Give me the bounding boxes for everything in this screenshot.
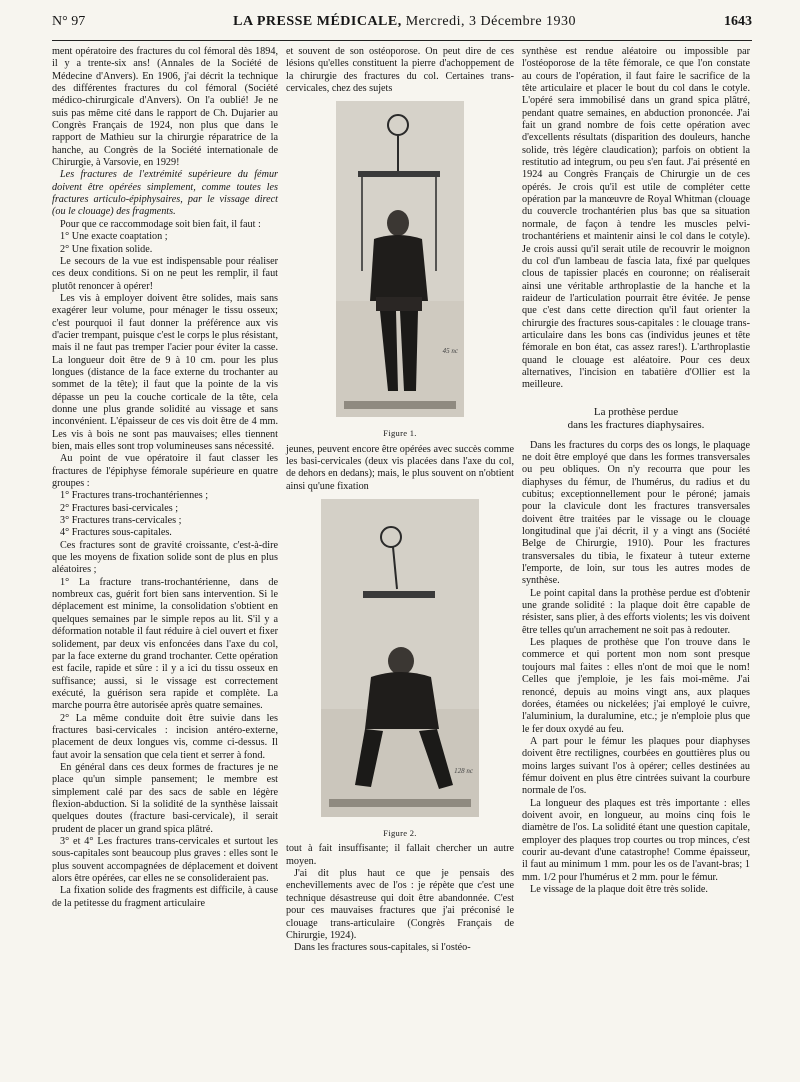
paragraph: La longueur des plaques est très importante : elles doivent avoir, en longueur, au moins cinq fois le diamètre de l'os. La solidité étant une question capitale, employer des plaques trop courtes ou trop minces, c'est courir au-devant d'une catastrophe! Comme épaisseur, il faut au minimum 1 mm. pour les os de l'avant-bras; 1 mm. 1/2 pour l'humérus et 2 mm. pour le fémur. — [522, 797, 750, 883]
paragraph: Dans les fractures du corps des os longs, le plaquage ne doit être employé que dans les formes transversales ou peu obliques. On n'y recourra que pour les diaphyses du fémur, de l'humérus, du radius et du cubitus; exceptionnellement pour le péroné; jamais pour la clavicule dont les fractures transversales doivent être traitées par le vissage ou le clouage longitudinal que j'ai décrit, il y a vingt ans (Société Belge de Chirurgie, 1910). Pour les fractures transversales du tibia, le fixateur à tuteur externe l'emporte, de loin, sur tous les autres modes de synthèse. — [522, 439, 750, 587]
section-title-line-2: dans les fractures diaphysaires. — [567, 418, 705, 431]
paragraph: Au point de vue opératoire il faut classer les fractures de l'épiphyse fémorale supérieure en quatre groupes : — [52, 453, 278, 490]
figure-2-mark: 128 nc — [454, 766, 473, 775]
paragraph: A part pour le fémur les plaques pour diaphyses doivent être rectilignes, courbées en gouttières plus ou moins larges suivant l'os à opérer; celles destinées au fémur doivent en plus être cintrées suivant la courbure normale de l'os. — [522, 735, 750, 797]
list-item: 4° Fractures sous-capitales. — [60, 527, 172, 539]
figure-1-photo — [336, 101, 464, 417]
paragraph: Ces fractures sont de gravité croissante, c'est-à-dire que les moyens de fixation solide sont de plus en plus aléatoires ; — [52, 539, 278, 576]
issue-number: N° 97 — [52, 14, 86, 29]
journal-name: LA PRESSE MÉDICALE, — [233, 14, 402, 29]
paragraph: Le point capital dans la prothèse perdue est d'obtenir une grande solidité : la plaque doit être capable de résister, sans plier, à des efforts violents; les vis doivent être telles qu'un arrachement ne soit pas à redouter. — [522, 587, 750, 636]
page-header — [52, 14, 752, 41]
paragraph: 3° et 4° Les fractures trans-cervicales et surtout les sous-capitales sont beaucoup plus graves : elles sont le plus souvent accompagnées de déplacement et doivent alors être opérées, car elles ne se consolideraient pas. — [52, 836, 278, 885]
figure-1-illustration — [336, 101, 464, 417]
paragraph: et souvent de son ostéoporose. On peut dire de ces lésions qu'elles constituent la pierre d'achoppement de la chirurgie des fractures du col. Certaines trans-cervicales, chez des sujets — [286, 46, 514, 95]
column-2 — [286, 46, 514, 955]
list-item: 2° Une fixation solide. — [60, 243, 153, 255]
paragraph: ment opératoire des fractures du col fémoral dès 1894, il y a trente-six ans! (Annales de la Société de Médecine d'Anvers). En 1906, j'ai décrit la technique des différentes fractures du col fémoral (Société médico-chirurgicale d'Anvers). On l'a oublié! Je ne suis pas même cité dans le rapport de Ch. Dujarier au Congrès Français de 1924, non plus que dans le rapport de Mathieu sur la chirurgie réparatrice de la hanche, au Congrès de la Société internationale de Chirurgie, à Varsovie, en 1929! — [52, 46, 278, 169]
paragraph: En général dans ces deux formes de fractures je ne place qu'un simple pansement; le membre est simplement calé par des sacs de sable en légère flexion-abduction. Si la solidité de la synthèse laissait quelques doutes (fracture basi-cervicale), il serait prudent de placer un grand spica plâtré. — [52, 761, 278, 835]
figure-1 — [286, 101, 514, 439]
column-3 — [522, 46, 750, 896]
paragraph: Les plaques de prothèse que l'on trouve dans le commerce et qui portent mon nom sont presque toujours mal faites : elles n'ont de moi que le nom! Celles que j'emploie, je les fais moi-même. J'ai renoncé, depuis au moins vingt ans, aux plaques dorées, étamées ou nickelées; j'ai employé le cuivre, l'aluminium, la duralumine, etc.; je n'emploie plus que le fer doux oxydé au feu. — [522, 637, 750, 735]
paragraph: 2° La même conduite doit être suivie dans les fractures basi-cervicales : incision antéro-externe, placement de deux longues vis, comme ci-dessus. Il faut avoir la sensation que cela tient et serrer à fond. — [52, 712, 278, 761]
journal-title — [233, 14, 576, 30]
page-number: 1643 — [723, 14, 752, 29]
section-title-line-1: La prothèse perdue — [593, 405, 679, 418]
section-title — [522, 406, 750, 432]
issue-date: Mercredi, 3 Décembre 1930 — [405, 14, 577, 29]
paragraph: Les fractures de l'extrémité supérieure du fémur doivent être opérées simplement, comme toutes les fractures articulo-épiphysaires, par le vissage direct (ou le clouage) des fragments. — [52, 169, 278, 218]
list-item: 1° Une exacte coaptation ; — [60, 231, 168, 243]
paragraph: jeunes, peuvent encore être opérées avec succès comme les basi-cervicales (deux vis placées dans l'axe du col, de dehors en dedans); mais, le plus souvent on n'obtient ainsi qu'une fixation — [286, 443, 514, 492]
figure-2-photo — [321, 499, 479, 817]
figure-2 — [286, 499, 514, 839]
paragraph: synthèse est rendue aléatoire ou impossible par l'ostéoporose de la tête fémorale, ce que l'on constate au cours de l'opération, il faut faire le sacrifice de la tête articulaire et placer le bout du col dans le cotyle. L'opéré sera immobilisé dans un grand spica plâtré, pendant quatre semaines, en abduction prononcée. J'ai fait un grand nombre de fois cette opération avec d'excellents résultats (disparition des douleurs, hanche solide, très légère claudication); parfois on obtient la restitutio ad integrum, ou peu s'en faut. J'ai présenté en 1924 au Congrès Français de Chirurgie un de ces opérés. Je crois qu'il est utile de compléter cette opération par la manœuvre de Royal Whitman (clouage du couvercle trochantérien plus bas que sa situation normale, de façon à tendre les muscles pelvi-trochantériens et maintenir ainsi le col dans le cotyle). Je crois aussi qu'il serait utile de recouvrir le moignon du col d'un lambeau de fascia lata, fixé par quelques clous de tapissier placés en couronne; on réaliserait ainsi une véritable arthroplastie de la hanche et la raideur de l'articulation pourrait être évitée. Je pense que c'est dans cette direction qu'il faut orienter la chirurgie des fractures sous-capitales : le clouage trans-articulaire dans les bons cas (individus jeunes et tête fémorale en bon état, cas assez rares!). L'arthroplastie quand le clouage est aléatoire. Pour ces deux alternatives, l'incision en tabatière d'Ollier est la meilleure. — [522, 46, 750, 391]
list-item: 2° Fractures basi-cervicales ; — [60, 502, 179, 514]
paragraph: J'ai dit plus haut ce que je pensais des enchevillements avec de l'os : je répète que c'est une technique désastreuse qui doit être abandonnée. C'est pour ces mauvaises fractures que j'ai préconisé le clouage trans-articulaire (Congrès Français de Chirurgie, 1924). — [286, 868, 514, 941]
paragraph: 1° La fracture trans-trochantérienne, dans de nombreux cas, guérit fort bien sans intervention. Si le déplacement est minime, la consolidation s'obtient en quelques semaines par le simple repos au lit. S'il y a déformation notable il faut réduire à ciel ouvert et fixer solidement, par deux vis enfoncées dans l'axe du col, par la face externe du grand trochanter. Cette opération est facile, rapide et sûre : il y a ici du tissu osseux en suffisance; aussi, si le vissage est correctement exécuté, la guérison sera rapide et complète. La marche pourra être autorisée après quatre semaines. — [52, 576, 278, 712]
paragraph: Dans les fractures sous-capitales, si l'ostéo- — [294, 942, 471, 954]
list-item: 1° Fractures trans-trochantériennes ; — [60, 490, 209, 502]
figure-1-caption: Figure 1. — [383, 428, 417, 439]
figure-1-mark: 45 nc — [442, 347, 458, 356]
paragraph: Pour que ce raccommodage soit bien fait, il faut : — [60, 218, 261, 230]
paragraph: La fixation solide des fragments est difficile, à cause de la petitesse du fragment articulaire — [52, 885, 278, 909]
paragraph: Les vis à employer doivent être solides, mais sans exagérer leur volume, pour ménager le tissu osseux; c'est pourquoi il faut donner la préférence aux vis d'acier trempant, puisque c'est le corps le plus résistant, mais il ne faut pas tremper l'acier pour éviter la casse. La longueur doit être de 9 à 10 cm. pour les plus longues (distance de la face externe du trochanter au sommet de la tête); il faut que la pointe de la vis dépasse un peu la couche corticale de la tête, cela donne une plus grande solidité au vissage et sans inconvénient. L'épaisseur de ces vis doit être de 4 mm. Les vis à bois ne sont pas mauvaises; elles tiennent bien, mais elles sont trop volumineuses sans nécessité. — [52, 292, 278, 452]
figure-2-caption: Figure 2. — [383, 828, 417, 839]
paragraph: Le secours de la vue est indispensable pour réaliser ces deux conditions. Si on ne peut les remplir, il faut plutôt renoncer à opérer! — [52, 255, 278, 292]
column-1 — [52, 46, 278, 910]
paragraph: Le vissage de la plaque doit être très solide. — [530, 884, 708, 895]
paragraph: tout à fait insuffisante; il fallait chercher un autre moyen. — [286, 843, 514, 867]
list-item: 3° Fractures trans-cervicales ; — [60, 515, 182, 527]
